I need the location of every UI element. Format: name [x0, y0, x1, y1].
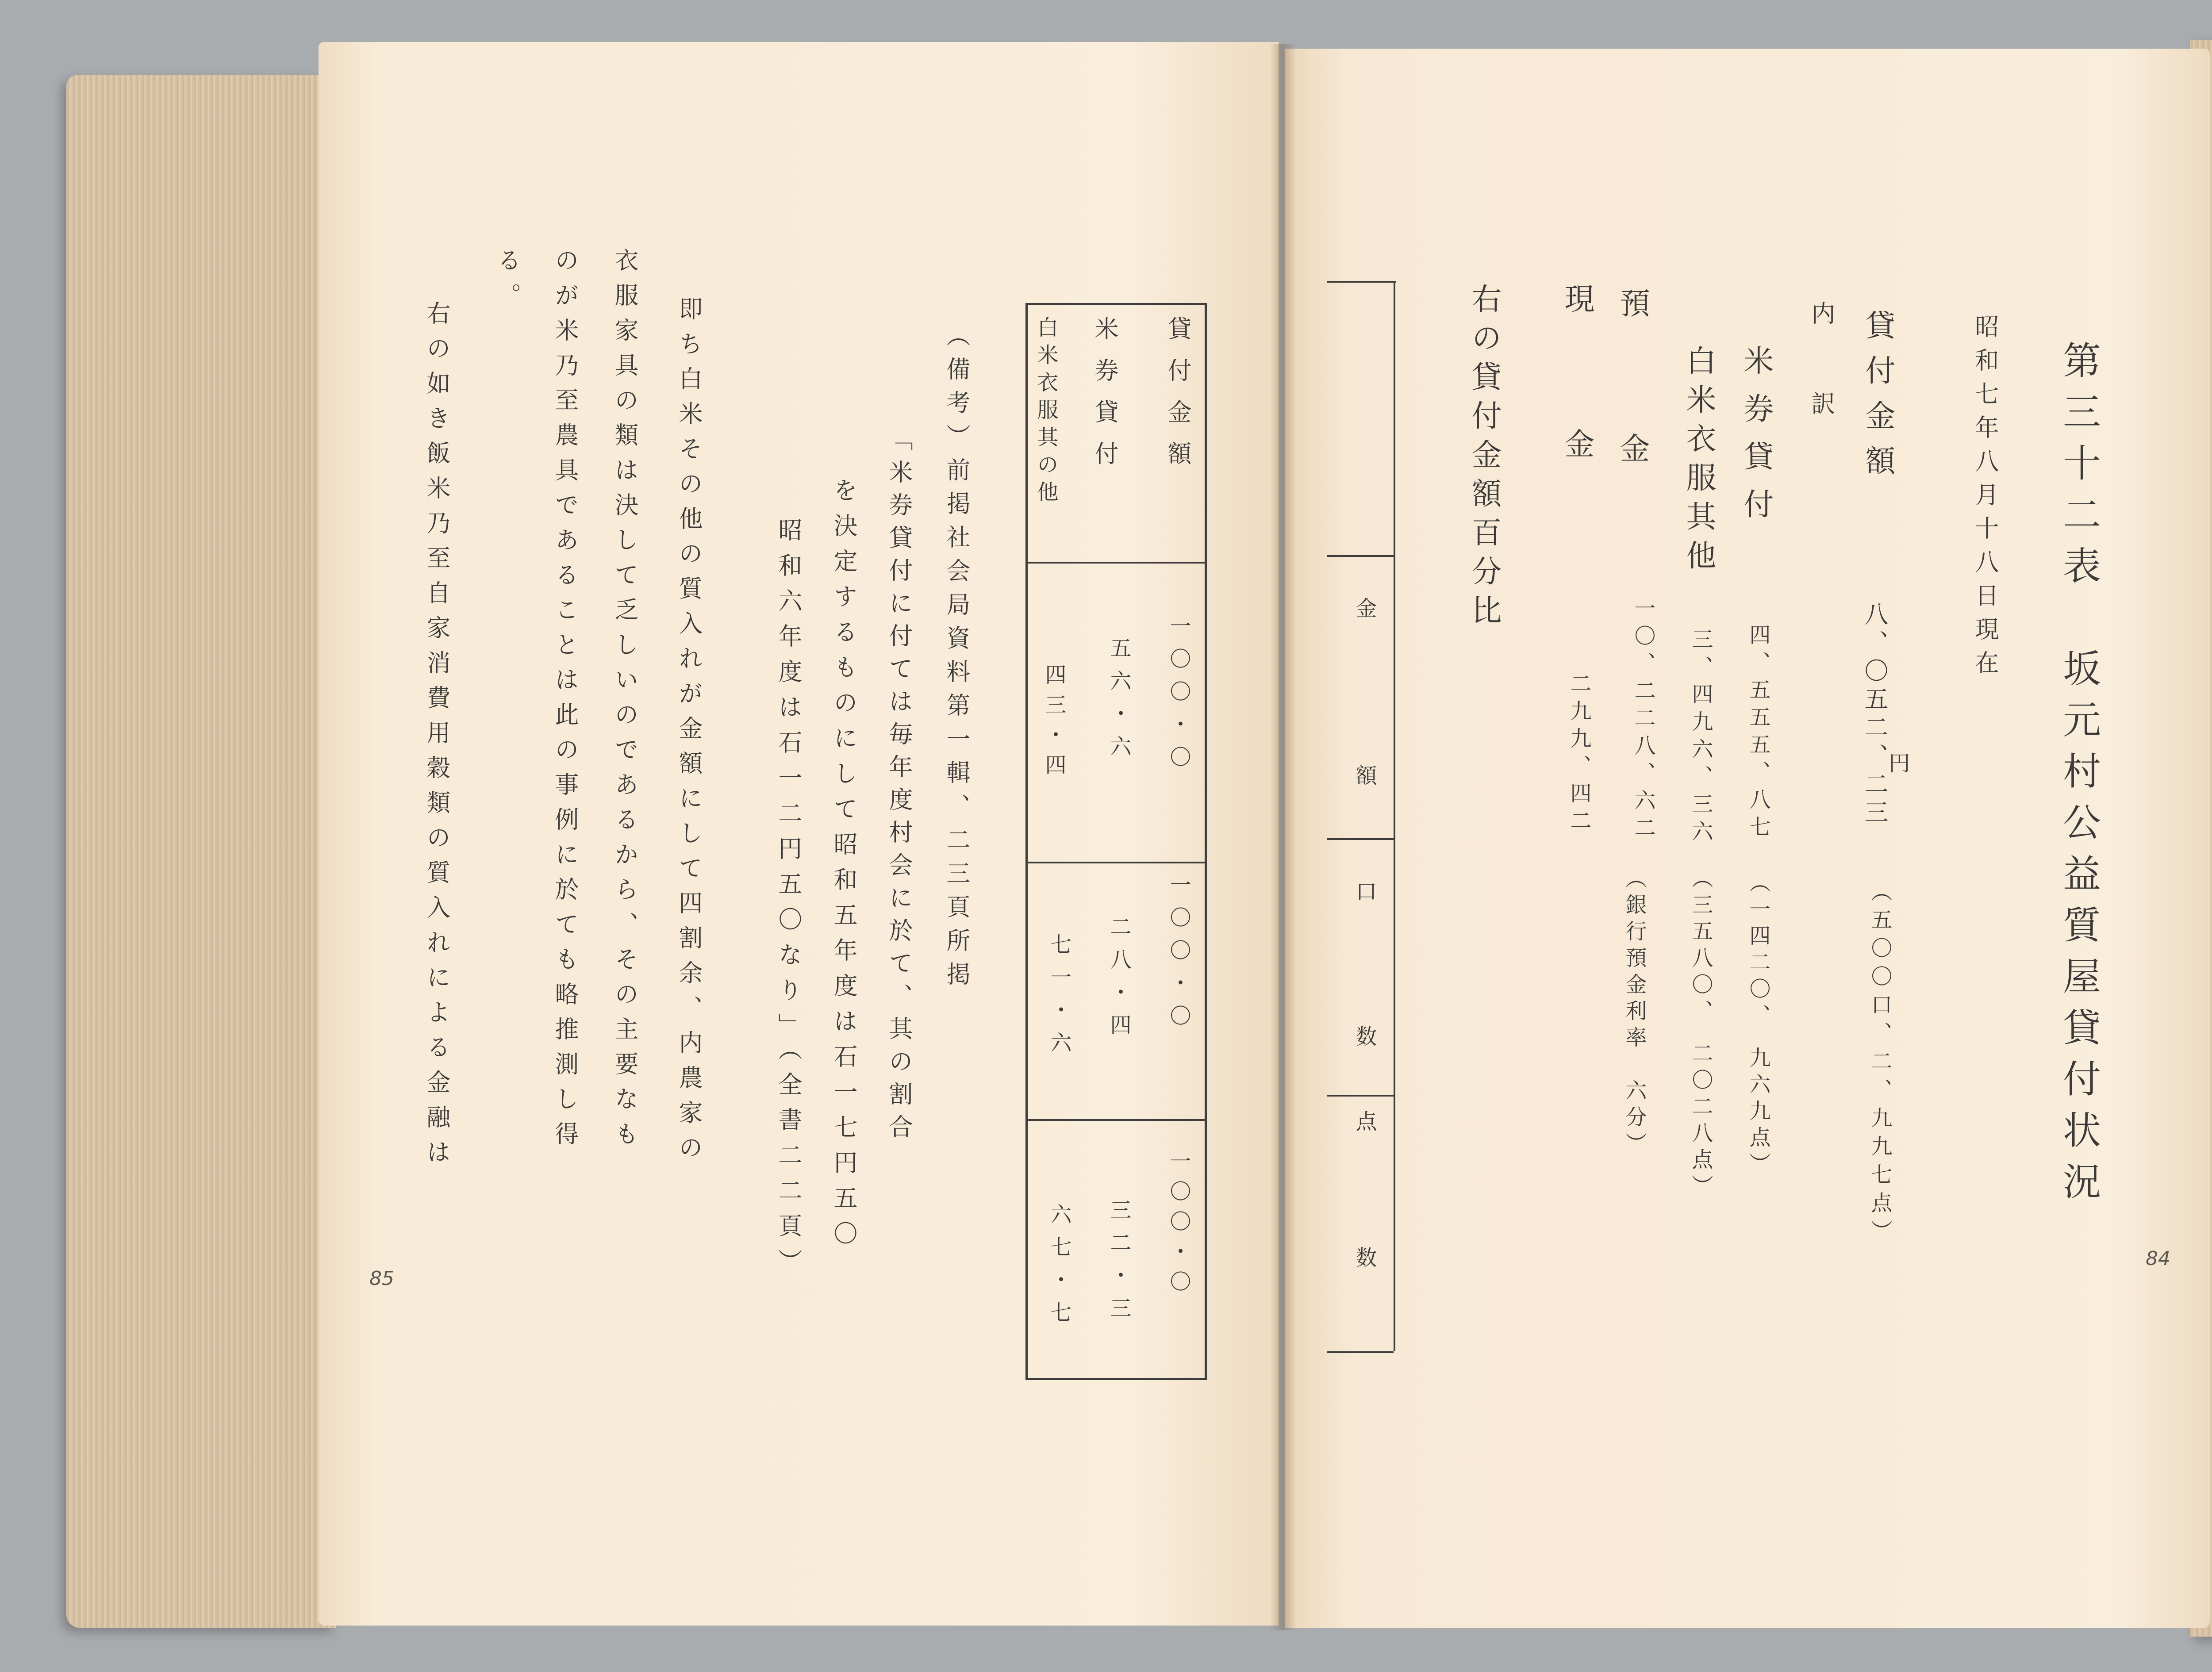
line-label: 右の貸付金額百分比: [1467, 283, 1502, 633]
table-header-cell: 白米衣服其の他: [1033, 316, 1058, 508]
body-line: 衣服家具の類は決して乏しいのであるから、その主要なも: [611, 248, 639, 1156]
line-note: （一四二〇、 九六九点）: [1746, 871, 1770, 1179]
body-line: 右の如き飯米乃至自家消費用穀類の質入れによる金融は: [423, 301, 451, 1174]
line-label: 内訳: [1808, 301, 1836, 481]
table-divider: [1028, 562, 1205, 564]
table-header-cell: 口数: [1352, 880, 1377, 1170]
line-note: （三五八〇、 二〇二八点）: [1688, 867, 1713, 1201]
note-line: を決定するものにして昭和五年度は石一七円五〇: [830, 478, 858, 1256]
table-cell: 四三・四: [1041, 663, 1066, 784]
table-rule: [1327, 555, 1394, 557]
table-rule: [1394, 281, 1395, 1351]
line-label: 白米衣服其他: [1681, 345, 1716, 579]
page-number-right: 84: [2146, 1247, 2170, 1270]
table-title: 第三十二表 坂元村公益質屋貸付状況: [2056, 341, 2101, 1213]
line-value: 一〇、二二八、六二: [1631, 597, 1655, 844]
page-number-left: 85: [369, 1267, 394, 1290]
table-header-cell: 米券貸付: [1091, 316, 1119, 483]
line-label: 預金: [1615, 288, 1650, 578]
line-label: 現金: [1559, 283, 1594, 573]
line-note: （五〇〇口、二、九九七点）: [1867, 880, 1892, 1248]
table-cell: 三二・三: [1106, 1199, 1131, 1330]
table-header-cell: 金額: [1352, 597, 1377, 932]
table-cell: 一〇〇・〇: [1166, 615, 1191, 778]
line-value: 三、四九六、三六: [1688, 628, 1713, 848]
body-line: 即ち白米その他の質入れが金額にして四割余、内農家の: [675, 296, 703, 1170]
line-value: 四、五五五、八七: [1746, 624, 1770, 843]
table-divider: [1028, 1119, 1205, 1121]
book-gutter: [1270, 44, 1296, 1630]
table-cell: 六七・七: [1047, 1203, 1071, 1334]
body-line: る。: [494, 248, 522, 318]
line-unit: 円: [1885, 752, 1910, 775]
line-value: 二九九、四二: [1567, 672, 1591, 837]
line-label: 米券貸付: [1739, 345, 1774, 536]
table-header-cell: 点数: [1352, 1110, 1377, 1383]
note-line: 昭和六年度は石一二円五〇なり」（全書二二頁）: [775, 518, 803, 1284]
note-line: （備考）前掲社会局資料第一輯、二三頁所掲: [943, 323, 971, 995]
table-header-cell: 貸付金額: [1164, 316, 1192, 483]
table-divider: [1028, 862, 1205, 863]
table-cell: 一〇〇・〇: [1166, 1150, 1191, 1300]
table-rule: [1327, 281, 1396, 283]
table-cell: 五六・六: [1106, 637, 1131, 768]
note-line: 「米券貸付に付ては毎年度村会に於て、其の割合: [885, 427, 913, 1147]
table-cell: 七一・六: [1047, 933, 1071, 1064]
table-date: 昭和七年八月十八日現在: [1971, 314, 1999, 684]
line-value: 八、〇五二、二三: [1861, 602, 1889, 828]
table-cell: 二八・四: [1106, 916, 1131, 1047]
line-label: 貸付金額: [1860, 310, 1895, 490]
body-line: のが米乃至農具であることは此の事例に於ても略推測し得: [551, 248, 579, 1156]
left-page-stack: [66, 75, 336, 1628]
table-cell: 一〇〇・〇: [1166, 874, 1191, 1037]
line-note: （銀行預金利率 六分）: [1622, 867, 1647, 1159]
